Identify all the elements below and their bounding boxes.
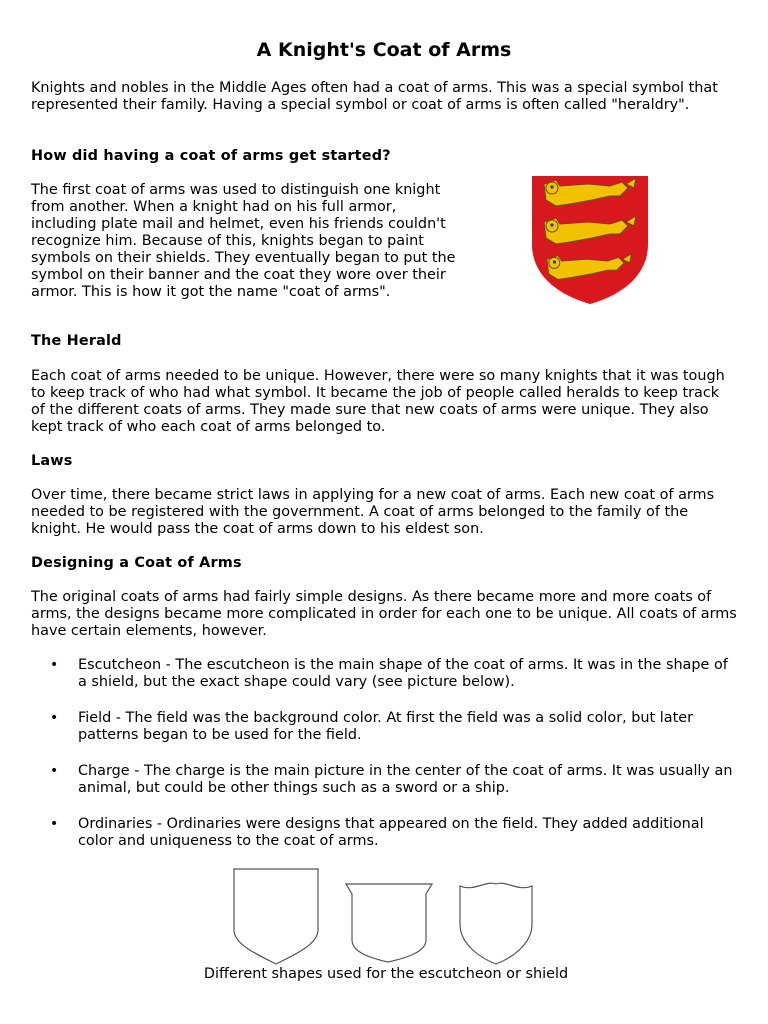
- list-item-text: Field - The field was the background color. At first the field was a solid color, but later patterns began to be used for the field.: [78, 710, 693, 743]
- list-item-text: Ordinaries - Ordinaries were designs that appeared on the field. They added additional color and uniqueness to the coat of arms.: [78, 816, 704, 849]
- list-item: [50, 763, 740, 797]
- laws-paragraph: Over time, there became strict laws in applying for a new coat of arms. Each new coat of arms needed to be registered with the government. A coat of arms belonged to the family of the knight. He would pass the coat of arms down to his eldest son.: [31, 487, 715, 537]
- bullet-icon: •: [50, 710, 59, 726]
- list-item-text: Charge - The charge is the main picture in the center of the coat of arms. It was usually an animal, but could be other things such as a sword or a ship.: [78, 763, 733, 796]
- herald-paragraph: Each coat of arms needed to be unique. However, there were so many knights that it was tough to keep track of who had what symbol. It became the job of people called heralds to keep track of the different coats of arms. They made sure that new coats of arms were unique. They also kept track of who each coat of arms belonged to.: [31, 368, 725, 435]
- square-shield-icon: [346, 884, 432, 962]
- list-item: [50, 657, 740, 691]
- escutcheon-shapes-figure: [226, 866, 546, 966]
- heading-origin: How did having a coat of arms get started?: [31, 148, 391, 164]
- lion-shield-icon: [530, 174, 650, 306]
- list-item: [50, 710, 740, 744]
- page-title: A Knight's Coat of Arms: [256, 39, 512, 61]
- heater-shield-icon: [234, 869, 318, 964]
- royal-arms-image: [530, 174, 650, 306]
- figure-caption: Different shapes used for the escutcheon or shield: [203, 966, 569, 982]
- designing-paragraph: The original coats of arms had fairly simple designs. As there became more and more coats of arms, the designs became more complicated in order for each one to be unique. All coats of arms have certain elements, however.: [31, 589, 737, 639]
- bullet-icon: •: [50, 657, 59, 673]
- heading-designing: Designing a Coat of Arms: [31, 555, 242, 571]
- origin-paragraph: The first coat of arms was used to distinguish one knight from another. When a knight had on his full armor, including plate mail and helmet, even his friends couldn't recognize him. Because of this, knights began to paint symbols on their shields. They eventually began to put the symbol on their banner and the coat they wore over their armor. This is how it got the name "coat of arms".: [31, 182, 456, 300]
- heading-herald: The Herald: [31, 333, 122, 349]
- intro-paragraph: Knights and nobles in the Middle Ages often had a coat of arms. This was a special symbol that represented their family. Having a special symbol or coat of arms is often called "heraldry".: [31, 80, 718, 113]
- elements-list: [50, 657, 740, 869]
- bullet-icon: •: [50, 763, 59, 779]
- heading-laws: Laws: [31, 453, 73, 469]
- list-item-text: Escutcheon - The escutcheon is the main shape of the coat of arms. It was in the shape of a shield, but the exact shape could vary (see picture below).: [78, 657, 728, 690]
- bullet-icon: •: [50, 816, 59, 832]
- curved-shield-icon: [460, 883, 532, 964]
- list-item: [50, 816, 740, 850]
